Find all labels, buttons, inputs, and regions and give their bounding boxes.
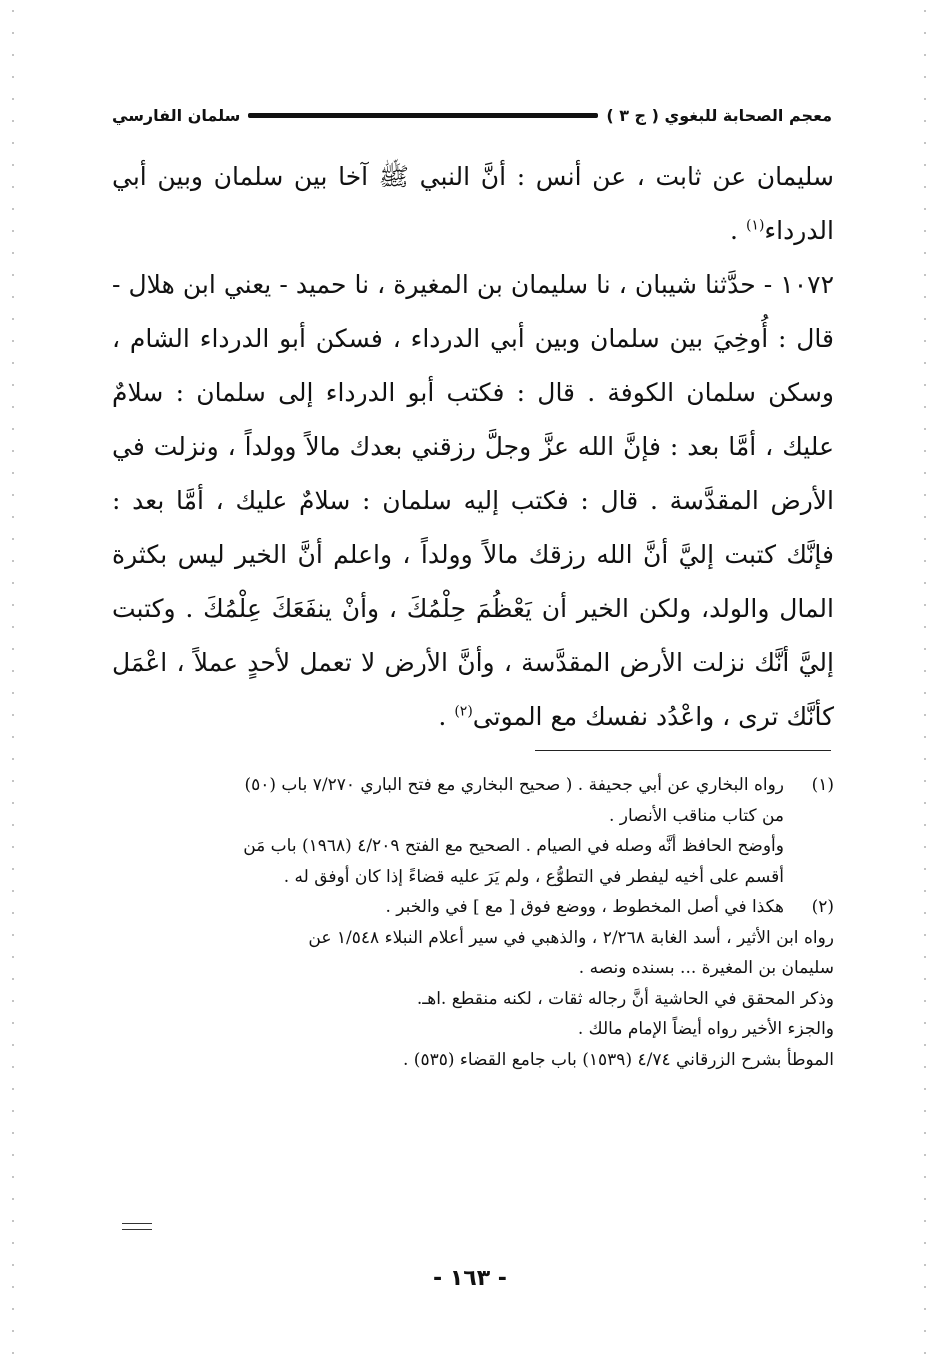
paragraph-2-end: . — [438, 702, 455, 731]
header-book-title: معجم الصحابة للبغوي ( ج ٣ ) — [606, 105, 832, 125]
footnote-ref-2: (٢) — [454, 703, 473, 720]
footnote-2-body — [112, 892, 784, 923]
paragraph-1 — [112, 150, 834, 258]
footnote-2-line-5: والجزء الأخير رواه أيضاً الإمام مالك . — [577, 1019, 834, 1039]
footnote-1-line-3: وأوضح الحافظ أنَّه وصله في الصيام . الصحيح مع الفتح ٤/٢٠٩ (١٩٦٨) باب مَن — [243, 836, 784, 856]
footnote-2-number: (٢) — [811, 897, 834, 917]
paragraph-1-end: . — [730, 216, 746, 245]
footnote-2-line-4: وذكر المحقق في الحاشية أنَّ رجاله ثقات ، لكنه منقطع .اهـ. — [416, 988, 834, 1009]
scan-edge-left — [12, 0, 14, 1367]
page-number: - ١٦٣ - — [433, 1266, 507, 1291]
footnote-1-line-1: رواه البخاري عن أبي جحيفة . ( صحيح البخاري مع فتح الباري ٧/٢٧٠ باب (٥٠) — [244, 775, 784, 795]
header-chapter-title: سلمان الفارسي — [112, 105, 241, 125]
footnotes — [112, 770, 834, 1075]
footnote-2-continued — [112, 923, 834, 1076]
footnote-2-line-3: سليمان بن المغيرة ... بسنده ونصه . — [578, 958, 834, 978]
footnote-2-line-2: رواه ابن الأثير ، أسد الغابة ٢/٢٦٨ ، والذهبي في سير أعلام النبلاء ١/٥٤٨ عن — [308, 927, 834, 948]
footnote-1-body — [112, 770, 784, 892]
footnote-1 — [112, 770, 834, 892]
running-header — [112, 100, 832, 130]
footnote-1-number: (١) — [811, 775, 834, 795]
footnote-2-line-1: هكذا في أصل المخطوط ، ووضع فوق [ مع ] في والخبر . — [385, 897, 784, 917]
footnote-2 — [112, 892, 834, 923]
scan-edge-right — [924, 0, 926, 1367]
paragraph-2 — [112, 258, 834, 744]
footnote-ref-1: (١) — [745, 217, 765, 234]
paragraph-2-text: ١٠٧٢ - حدَّثنا شيبان ، نا سليمان بن المغيرة ، نا حميد - يعني ابن هلال - قال : أُوخِيَ بين سلمان وبين أبي الدرداء ، فسكن أبو الدرداء الشام ، وسكن سلمان الكوفة . قال : فكتب أبو الدرداء إلى سلمان : سلامٌ عليك ، أمَّا بعد : فإنَّ الله عزَّ وجلَّ رزقني بعدك مالاً وولداً ، ونزلت في الأرض المقدَّسة . قال : فكتب إليه سلمان : سلامٌ عليك ، أمَّا بعد : فإنَّك كتبت إليَّ أنَّ الله رزقك مالاً وولداً ، واعلم أنَّ الخير ليس بكثرة المال والولد، ولكن الخير أن يَعْظُمَ حِلْمُكَ ، وأنْ ينفَعَكَ عِلْمُكَ . وكتبت إليَّ أنَّك نزلت الأرض المقدَّسة ، وأنَّ الأرض لا تعمل لأحدٍ عملاً ، اعْمَل كأنَّك ترى ، واعْدُد نفسك مع الموتى — [112, 270, 834, 731]
footnote-1-line-4: أقسم على أخيه ليفطر في التطوُّع ، ولم يَرَ عليه قضاءً إذا كان أوفق له . — [283, 866, 784, 887]
end-marker — [122, 1223, 152, 1230]
header-rule — [248, 113, 598, 118]
footnote-2-continued-body — [112, 923, 834, 1076]
paragraph-1-text: سليمان عن ثابت ، عن أنس : أنَّ النبي ﷺ آخا بين سلمان وبين أبي الدرداء — [112, 162, 834, 245]
footnote-1-line-2: من كتاب مناقب الأنصار . — [609, 805, 784, 826]
main-text — [112, 150, 834, 744]
footnote-separator — [535, 750, 831, 751]
footnote-2-line-6: الموطأ بشرح الزرقاني ٤/٧٤ (١٥٣٩) باب جامع القضاء (٥٣٥) . — [402, 1049, 834, 1070]
